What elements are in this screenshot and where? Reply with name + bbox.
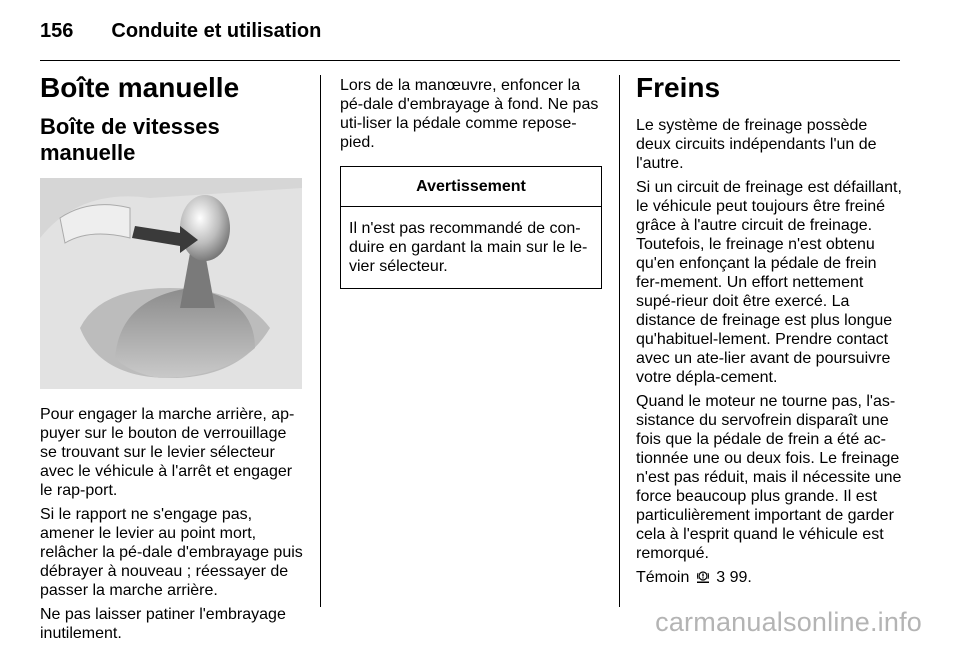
sub-heading: Boîte de vitesses manuelle — [40, 114, 220, 165]
brakes-heading: Freins — [636, 72, 721, 103]
page-header — [40, 20, 321, 43]
warning-text: Il n'est pas recommandé de con-duire en gardant la main sur le le-vier sélecteur. — [349, 220, 588, 275]
paragraph: Quand le moteur ne tourne pas, l'as-sistance du servofrein disparaît une fois que la pédale de frein a été ac-tionnée une ou deux fois. Le freinage n'est pas réduit, mais il nécessite une force beaucoup plus grande. Il est particulièrement important de garder cela à l'esprit quand le véhicule est remorqué. — [636, 393, 902, 562]
header-rule — [40, 60, 900, 61]
page-reference-arrow: 3 — [716, 569, 726, 586]
paragraph: Pour engager la marche arrière, ap-puyer sur le bouton de verrouillage se trouvant sur le levier sélecteur avec le véhicule à l'arrêt et engager le rap-port. — [40, 406, 295, 499]
brake-warning-icon — [696, 570, 710, 589]
page-reference: 99. — [729, 569, 752, 586]
paragraph: Ne pas laisser patiner l'embrayage inutilement. — [40, 606, 286, 642]
warning-title: Avertissement — [341, 167, 601, 207]
gear-lever-illustration — [40, 178, 302, 389]
column-3 — [636, 72, 902, 594]
column-1 — [40, 72, 304, 648]
watermark: carmanualsonline.info — [655, 607, 922, 637]
section-title: Conduite et utilisation — [111, 20, 322, 42]
column-2 — [340, 76, 602, 289]
column-divider — [320, 75, 321, 607]
gear-lever-photo — [40, 178, 302, 389]
main-heading: Boîte manuelle — [40, 72, 240, 103]
paragraph: Le système de freinage possède deux circuits indépendants l'un de l'autre. — [636, 117, 877, 172]
paragraph: Lors de la manœuvre, enfoncer la pé-dale d'embrayage à fond. Ne pas uti-liser la pédale comme repose-pied. — [340, 77, 599, 151]
page-number: 156 — [40, 20, 74, 42]
indicator-reference — [636, 568, 902, 589]
indicator-label: Témoin — [636, 569, 690, 586]
paragraph: Si le rapport ne s'engage pas, amener le levier au point mort, relâcher la pé-dale d'embrayage puis débrayer à nouveau ; réessayer de passer la marche arrière. — [40, 506, 303, 599]
warning-box — [340, 166, 602, 289]
column-divider — [619, 75, 620, 607]
paragraph: Si un circuit de freinage est défaillant, le véhicule peut toujours être freiné grâce à l'autre circuit de freinage. Toutefois, le freinage n'est obtenu qu'en enfonçant la pédale de frein fer-mement. Un effort nettement supé-rieur doit être exercé. La distance de freinage est plus longue qu'habituel-lement. Prendre contact avec un ate-lier avant de poursuivre votre dépla-cement. — [636, 179, 902, 386]
